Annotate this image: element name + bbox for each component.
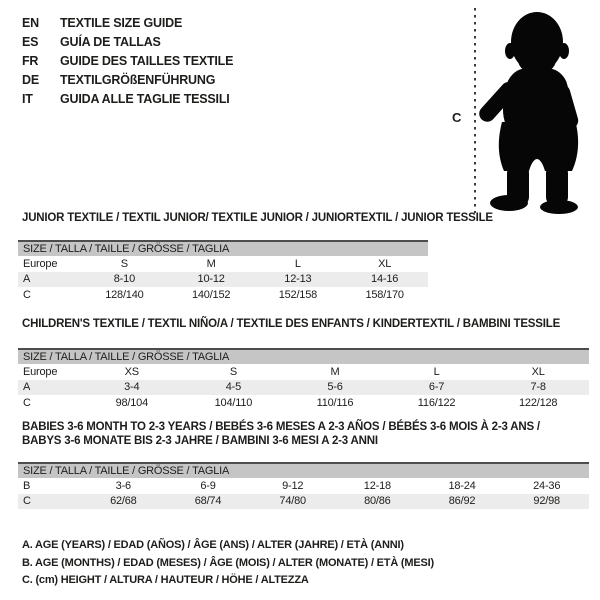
size-value-cell: 62/68 <box>110 495 137 508</box>
size-value-cell: 24-36 <box>533 479 561 492</box>
size-value-cell: 4-5 <box>225 381 242 394</box>
size-value-cell: 122/128 <box>518 396 558 409</box>
size-value-cell: 12-18 <box>363 479 391 492</box>
size-table-header: SIZE / TALLA / TAILLE / GRÖSSE / TAGLIA <box>18 462 589 478</box>
babies-section-title <box>22 421 540 448</box>
row-label-cell: B <box>23 479 31 492</box>
language-code: IT <box>22 91 33 106</box>
size-value-cell: 110/116 <box>316 396 354 409</box>
size-value-cell: L <box>433 365 440 378</box>
size-value-cell: 8-10 <box>113 273 135 286</box>
legend-notes <box>22 537 434 590</box>
baby-silhouette-shape <box>476 12 580 214</box>
language-row <box>22 13 233 32</box>
row-label-cell: Europe <box>23 257 58 270</box>
row-label-cell: A <box>23 381 31 394</box>
babies-title-line2: BABYS 3-6 MONATE BIS 2-3 JAHRE / BAMBINI 3-6 MESI A 2-3 ANNI <box>22 434 378 447</box>
junior-size-table <box>18 240 428 303</box>
size-value-cell: XL <box>531 365 545 378</box>
size-value-cell: L <box>294 257 301 270</box>
size-value-cell: 80/86 <box>364 495 391 508</box>
table-row-age-months <box>18 478 589 494</box>
size-value-cell: 74/80 <box>279 495 306 508</box>
size-value-cell: 14-16 <box>371 273 399 286</box>
size-value-cell: 86/92 <box>448 495 476 508</box>
height-measure-label: C <box>452 110 462 125</box>
language-row <box>22 51 233 70</box>
size-value-cell: 10-12 <box>197 273 225 286</box>
size-value-cell: 12-13 <box>284 273 312 286</box>
size-value-cell: 6-9 <box>200 479 216 492</box>
size-value-cell: 9-12 <box>282 479 304 492</box>
size-value-cell: 7-8 <box>530 381 546 394</box>
guide-title: GUIDE DES TAILLES TEXTILE <box>60 53 234 68</box>
babies-title-line1: BABIES 3-6 MONTH TO 2-3 YEARS / BEBÉS 3-6 MESES A 2-3 AÑOS / BÉBÉS 3-6 MOIS À 2-3 ANS / <box>22 421 540 433</box>
size-value-cell: 116/122 <box>417 396 456 409</box>
note-age-months: B. AGE (MONTHS) / EDAD (MESES) / ÂGE (MOIS) / ALTER (MONATE) / ETÀ (MESI) <box>22 556 434 569</box>
size-value-cell: 158/170 <box>365 288 404 301</box>
row-label-cell: C <box>23 288 31 301</box>
size-value-cell: 152/158 <box>278 288 318 301</box>
language-row <box>22 32 233 51</box>
table-row-height <box>18 287 428 303</box>
children-size-table <box>18 348 589 411</box>
guide-title: GUÍA DE TALLAS <box>60 34 161 49</box>
table-row-height <box>18 494 589 510</box>
size-value-cell: M <box>206 257 216 270</box>
size-value-cell: M <box>330 365 340 378</box>
size-value-cell: 5-6 <box>327 381 343 394</box>
table-row-europe <box>18 364 589 380</box>
size-table-header: SIZE / TALLA / TAILLE / GRÖSSE / TAGLIA <box>18 240 428 256</box>
table-row-height <box>18 395 589 411</box>
size-value-cell: 128/140 <box>105 288 144 301</box>
size-value-cell: 3-4 <box>124 381 140 394</box>
size-value-cell: 104/110 <box>214 396 253 409</box>
size-value-cell: 6-7 <box>428 381 445 394</box>
table-row-age <box>18 380 589 396</box>
size-value-cell: 68/74 <box>194 495 222 508</box>
baby-silhouette-icon <box>440 0 600 220</box>
size-value-cell: S <box>229 365 237 378</box>
size-value-cell: 140/152 <box>191 288 231 301</box>
row-label-cell: Europe <box>23 365 58 378</box>
language-code: DE <box>22 72 39 87</box>
table-row-europe <box>18 256 428 272</box>
row-label-cell: C <box>23 396 31 409</box>
language-code: FR <box>22 53 39 68</box>
children-section-title: CHILDREN'S TEXTILE / TEXTIL NIÑO/A / TEXTILE DES ENFANTS / KINDERTEXTIL / BAMBINI TESSILE <box>22 318 561 330</box>
junior-section-title: JUNIOR TEXTILE / TEXTIL JUNIOR/ TEXTILE JUNIOR / JUNIORTEXTIL / JUNIOR TESSILE <box>22 212 493 224</box>
size-value-cell: XL <box>378 257 392 270</box>
row-label-cell: A <box>23 273 31 286</box>
language-code: ES <box>22 34 39 49</box>
note-age-years: A. AGE (YEARS) / EDAD (AÑOS) / ÂGE (ANS) / ALTER (JAHRE) / ETÀ (ANNI) <box>22 539 404 551</box>
size-table-header: SIZE / TALLA / TAILLE / GRÖSSE / TAGLIA <box>18 348 589 364</box>
language-title-block <box>22 13 233 108</box>
size-value-cell: 18-24 <box>448 479 476 492</box>
babies-size-table <box>18 462 589 509</box>
language-code: EN <box>22 15 39 30</box>
size-value-cell: 98/104 <box>115 396 149 409</box>
size-value-cell: 92/98 <box>533 495 560 508</box>
size-value-cell: XS <box>124 365 139 378</box>
row-label-cell: C <box>23 495 31 508</box>
size-value-cell: 3-6 <box>115 479 131 492</box>
table-row-age <box>18 272 428 288</box>
language-row <box>22 70 233 89</box>
size-value-cell: S <box>120 257 128 270</box>
note-height-cm: C. (cm) HEIGHT / ALTURA / HAUTEUR / HÖHE / ALTEZZA <box>22 574 309 586</box>
guide-title: TEXTILE SIZE GUIDE <box>60 15 183 30</box>
guide-title: GUIDA ALLE TAGLIE TESSILI <box>60 91 230 106</box>
language-row <box>22 89 233 108</box>
baby-height-figure <box>440 0 600 220</box>
guide-title: TEXTILGRÖßENFÜHRUNG <box>60 72 216 87</box>
